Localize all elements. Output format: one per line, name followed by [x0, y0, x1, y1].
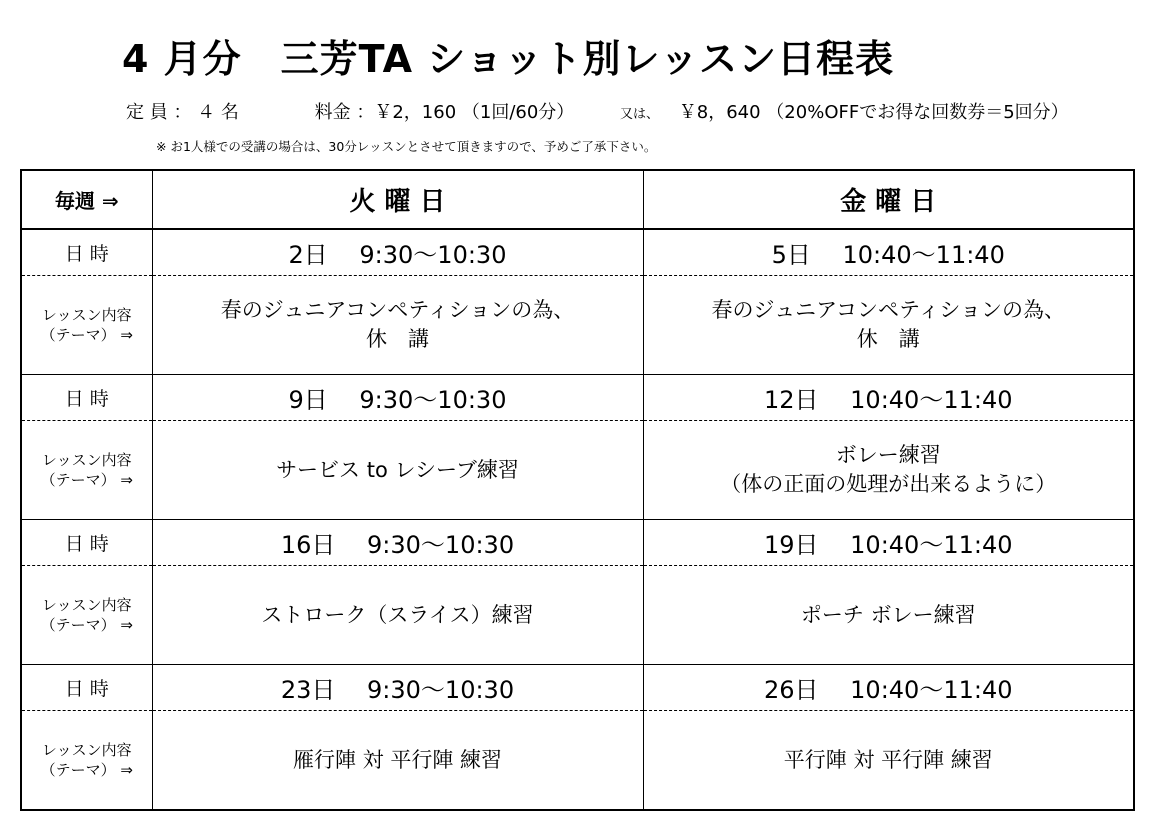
note-text: ※ お1人様での受講の場合は、30分レッスンとさせて頂きますので、予めご了承下さい。 [156, 139, 657, 154]
tuesday-theme [152, 276, 643, 375]
date-label: 日 時 [21, 665, 152, 711]
theme-label-line: レッスン内容 [41, 451, 132, 469]
theme-label [21, 276, 152, 375]
theme-line: サービス to レシーブ練習 [276, 457, 519, 482]
page-title: 4 月分 三芳TA ショット別レッスン日程表 [122, 37, 895, 81]
weekly-header: 毎週 ⇒ [21, 170, 152, 229]
price-info [126, 98, 1069, 124]
theme-label-line: （テーマ） ⇒ [40, 616, 133, 634]
friday-date: 19日 10:40〜11:40 [643, 520, 1134, 566]
date-label: 日 時 [21, 520, 152, 566]
tuesday-theme [152, 421, 643, 520]
table-row [21, 566, 1134, 665]
friday-theme [643, 566, 1134, 665]
theme-label-line: （テーマ） ⇒ [40, 471, 133, 489]
table-row [21, 421, 1134, 520]
theme-line: ストローク（スライス）練習 [261, 602, 534, 627]
theme-line: 休 講 [856, 327, 920, 351]
tuesday-theme [152, 566, 643, 665]
date-label: 日 時 [21, 229, 152, 276]
theme-line: 春のジュニアコンペティションの為、 [711, 298, 1065, 322]
theme-line: 春のジュニアコンペティションの為、 [220, 298, 575, 322]
theme-label-line: （テーマ） ⇒ [40, 761, 133, 779]
theme-label [21, 421, 152, 520]
theme-line: （体の正面の処理が出来るように） [720, 472, 1057, 496]
capacity-text: 定 員 ： ４ 名 [126, 102, 239, 123]
theme-line: 休 講 [366, 327, 429, 351]
friday-theme [643, 421, 1134, 520]
table-row [21, 375, 1134, 421]
tuesday-date: 2日 9:30〜10:30 [152, 229, 643, 276]
theme-line: ポーチ ボレー練習 [800, 602, 976, 627]
theme-label [21, 566, 152, 665]
friday-theme [643, 711, 1134, 811]
alt-fee-text: ￥8，640 （20%OFFでお得な回数券＝5回分） [678, 102, 1069, 123]
theme-label-line: （テーマ） ⇒ [40, 326, 133, 344]
alt-label: 又は、 [620, 107, 660, 122]
table-row [21, 711, 1134, 811]
date-label: 日 時 [21, 375, 152, 421]
theme-line: 平行陣 対 平行陣 練習 [783, 747, 993, 772]
theme-label-line: レッスン内容 [41, 741, 132, 759]
schedule-table [20, 169, 1135, 811]
table-row [21, 276, 1134, 375]
tuesday-date: 23日 9:30〜10:30 [152, 665, 643, 711]
tuesday-date: 9日 9:30〜10:30 [152, 375, 643, 421]
theme-label-line: レッスン内容 [41, 596, 132, 614]
friday-date: 26日 10:40〜11:40 [643, 665, 1134, 711]
table-row [21, 229, 1134, 276]
tuesday-theme [152, 711, 643, 811]
friday-theme [643, 276, 1134, 375]
theme-label-line: レッスン内容 [41, 306, 132, 324]
friday-date: 12日 10:40〜11:40 [643, 375, 1134, 421]
table-row [21, 665, 1134, 711]
friday-header: 金 曜 日 [643, 170, 1134, 229]
tuesday-header: 火 曜 日 [152, 170, 643, 229]
theme-line: ボレー練習 [835, 443, 941, 467]
fee-text: 料金 ：￥2，160 （1回/60分） [314, 102, 575, 123]
theme-label [21, 711, 152, 811]
table-row [21, 520, 1134, 566]
table-header-row [21, 170, 1134, 229]
friday-date: 5日 10:40〜11:40 [643, 229, 1134, 276]
theme-line: 雁行陣 対 平行陣 練習 [292, 747, 503, 772]
tuesday-date: 16日 9:30〜10:30 [152, 520, 643, 566]
